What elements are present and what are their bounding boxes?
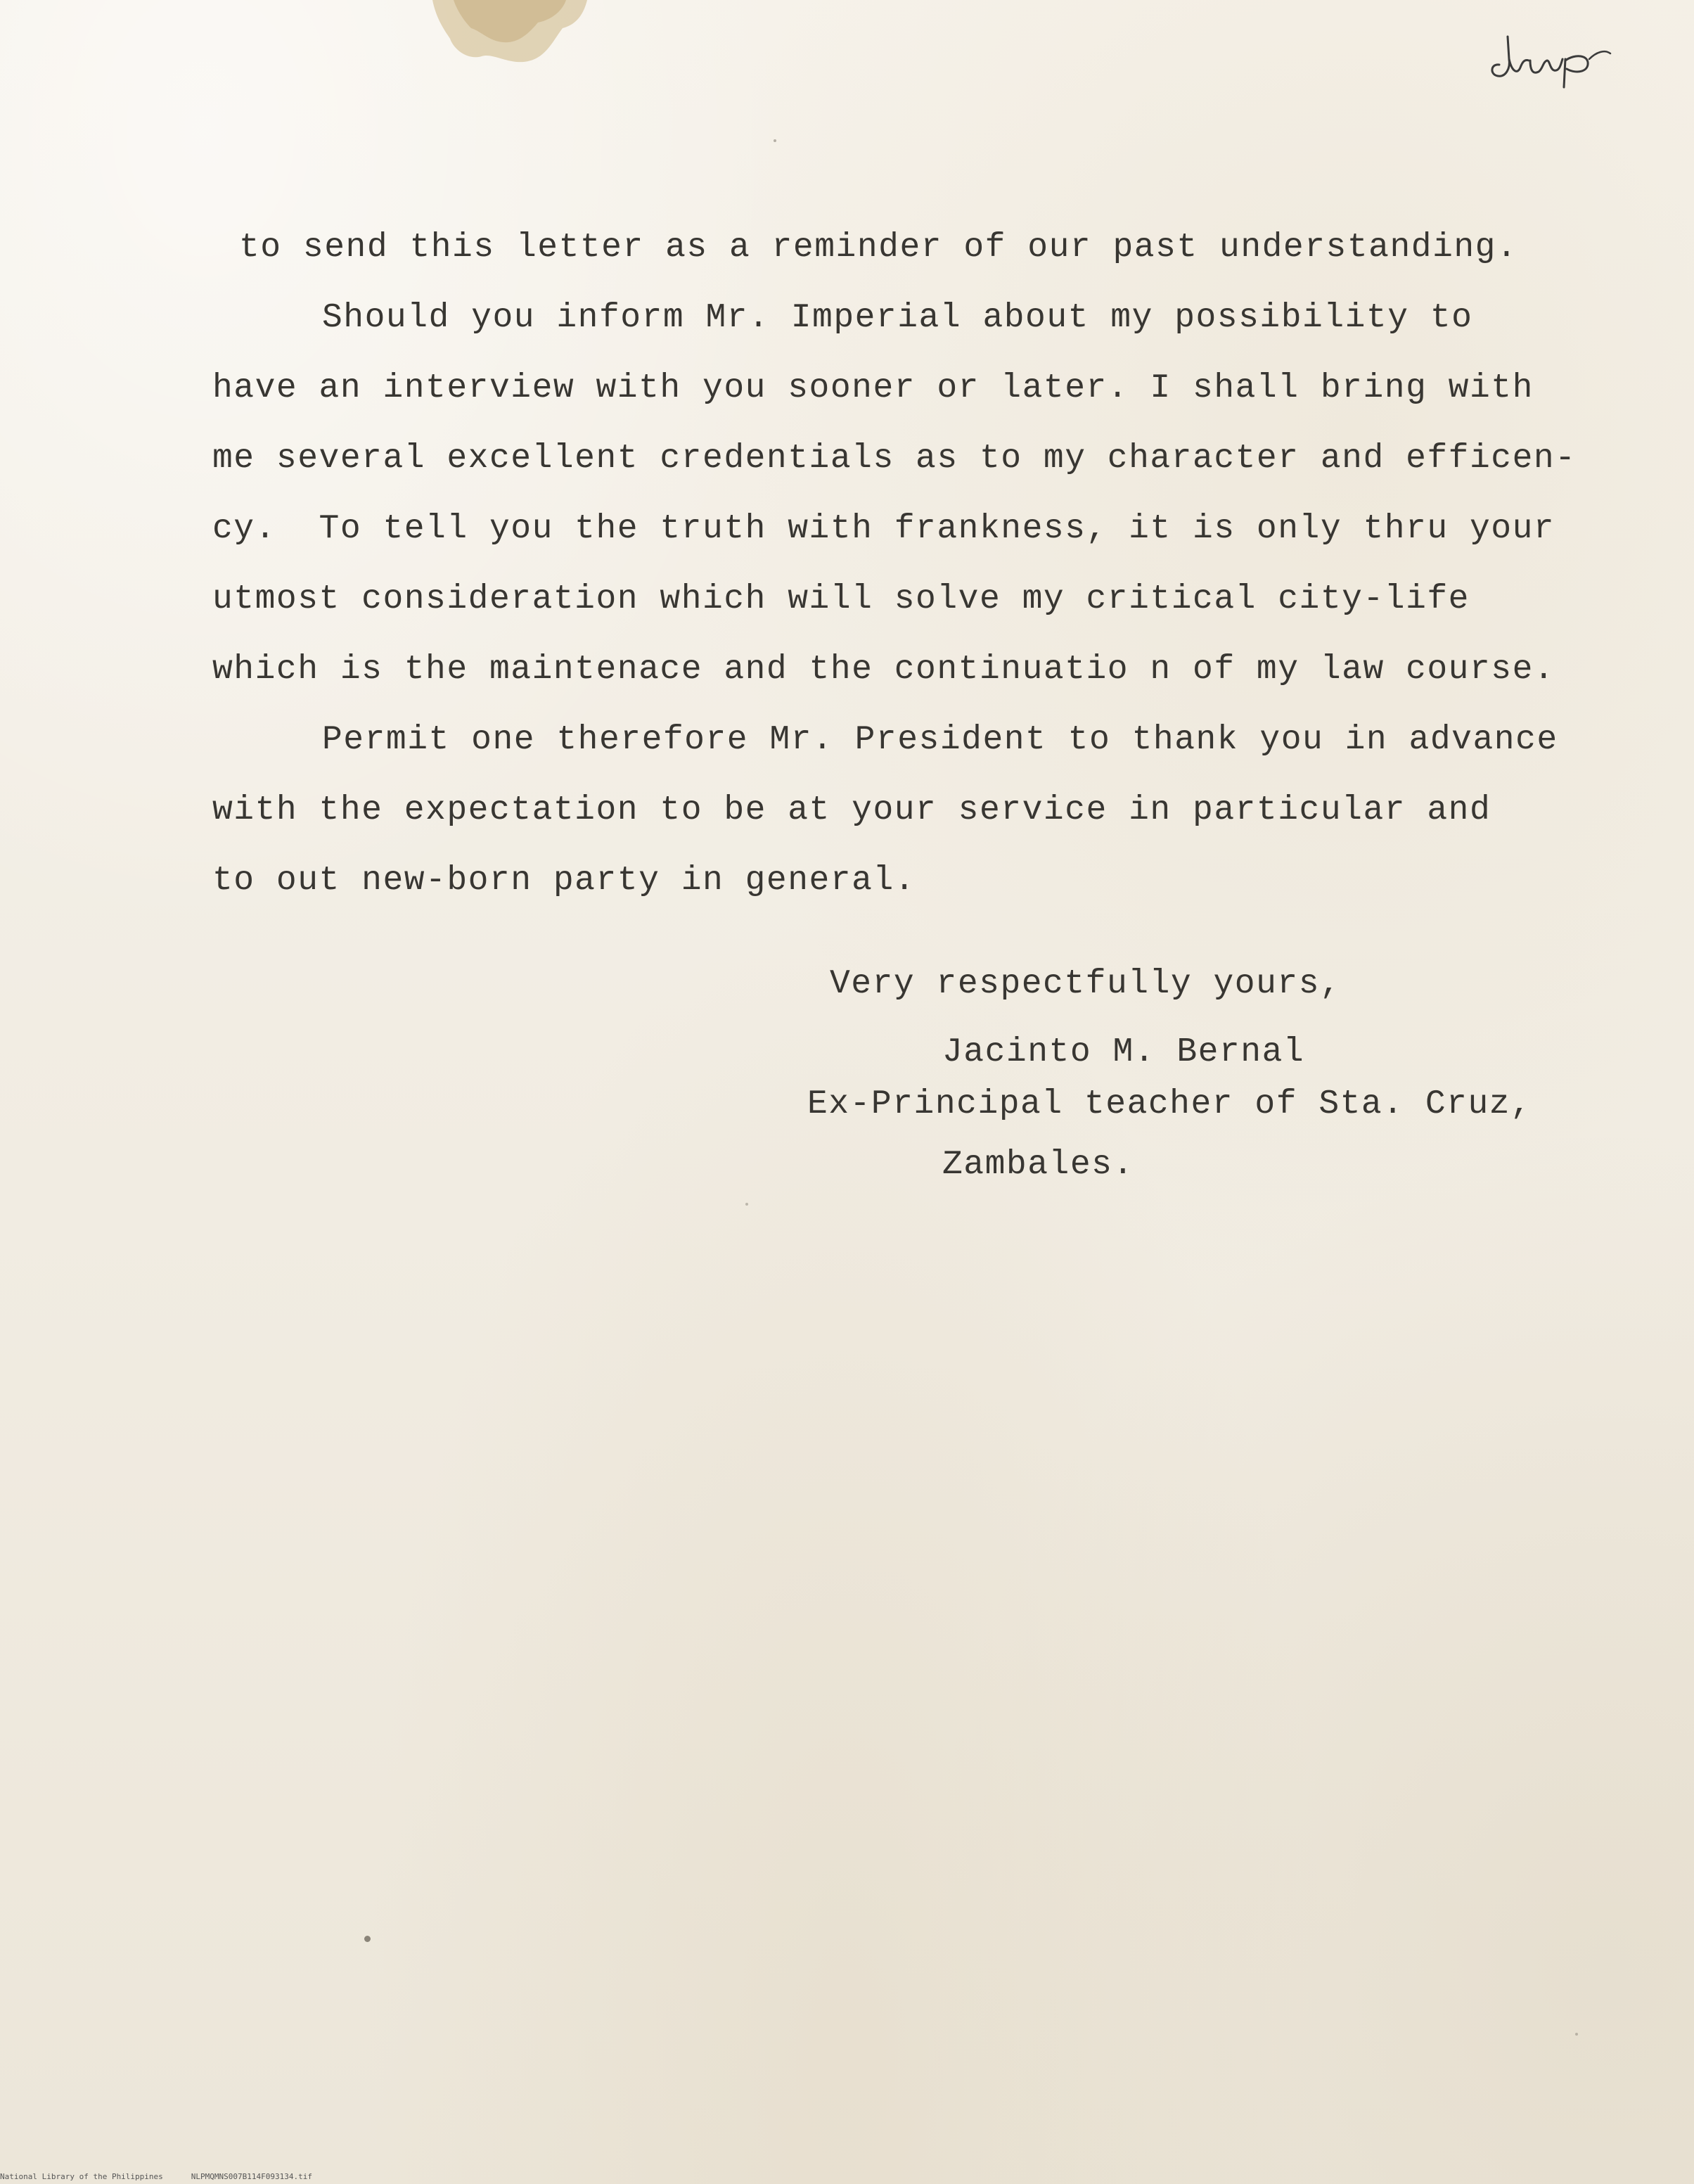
paper-stain [425,0,594,63]
paper-speck [1575,2033,1578,2036]
footer-file-id: NLPMQMNS007B114F093134.tif [191,2172,312,2181]
body-line-5: cy. To tell you the truth with frankness, it is only thru your [212,510,1555,548]
body-line-4: me several excellent credentials as to my character and efficen- [212,440,1577,478]
handwritten-annotation [1484,28,1617,91]
body-line-1: to send this letter as a reminder of our past understanding. [239,229,1518,267]
paper-speck [364,1936,371,1942]
body-line-3: have an interview with you sooner or later. I shall bring with [212,369,1534,407]
body-line-2: Should you inform Mr. Imperial about my possibility to [322,299,1473,337]
signer-location: Zambales. [942,1146,1134,1184]
body-line-7: which is the maintenace and the continuatio n of my law course. [212,651,1555,689]
body-line-8: Permit one therefore Mr. President to thank you in advance [322,721,1558,759]
body-line-6: utmost consideration which will solve my critical city-life [212,580,1470,618]
footer-institution: National Library of the Philippines [0,2172,163,2181]
signer-title: Ex-Principal teacher of Sta. Cruz, [807,1085,1532,1123]
closing-salutation: Very respectfully yours, [830,965,1342,1003]
body-line-9: with the expectation to be at your service in particular and [212,791,1491,829]
archive-footer [0,2172,340,2181]
paper-speck [774,139,776,142]
body-line-10: to out new-born party in general. [212,862,916,900]
paper-speck [745,1203,748,1206]
signer-name: Jacinto M. Bernal [942,1033,1305,1071]
